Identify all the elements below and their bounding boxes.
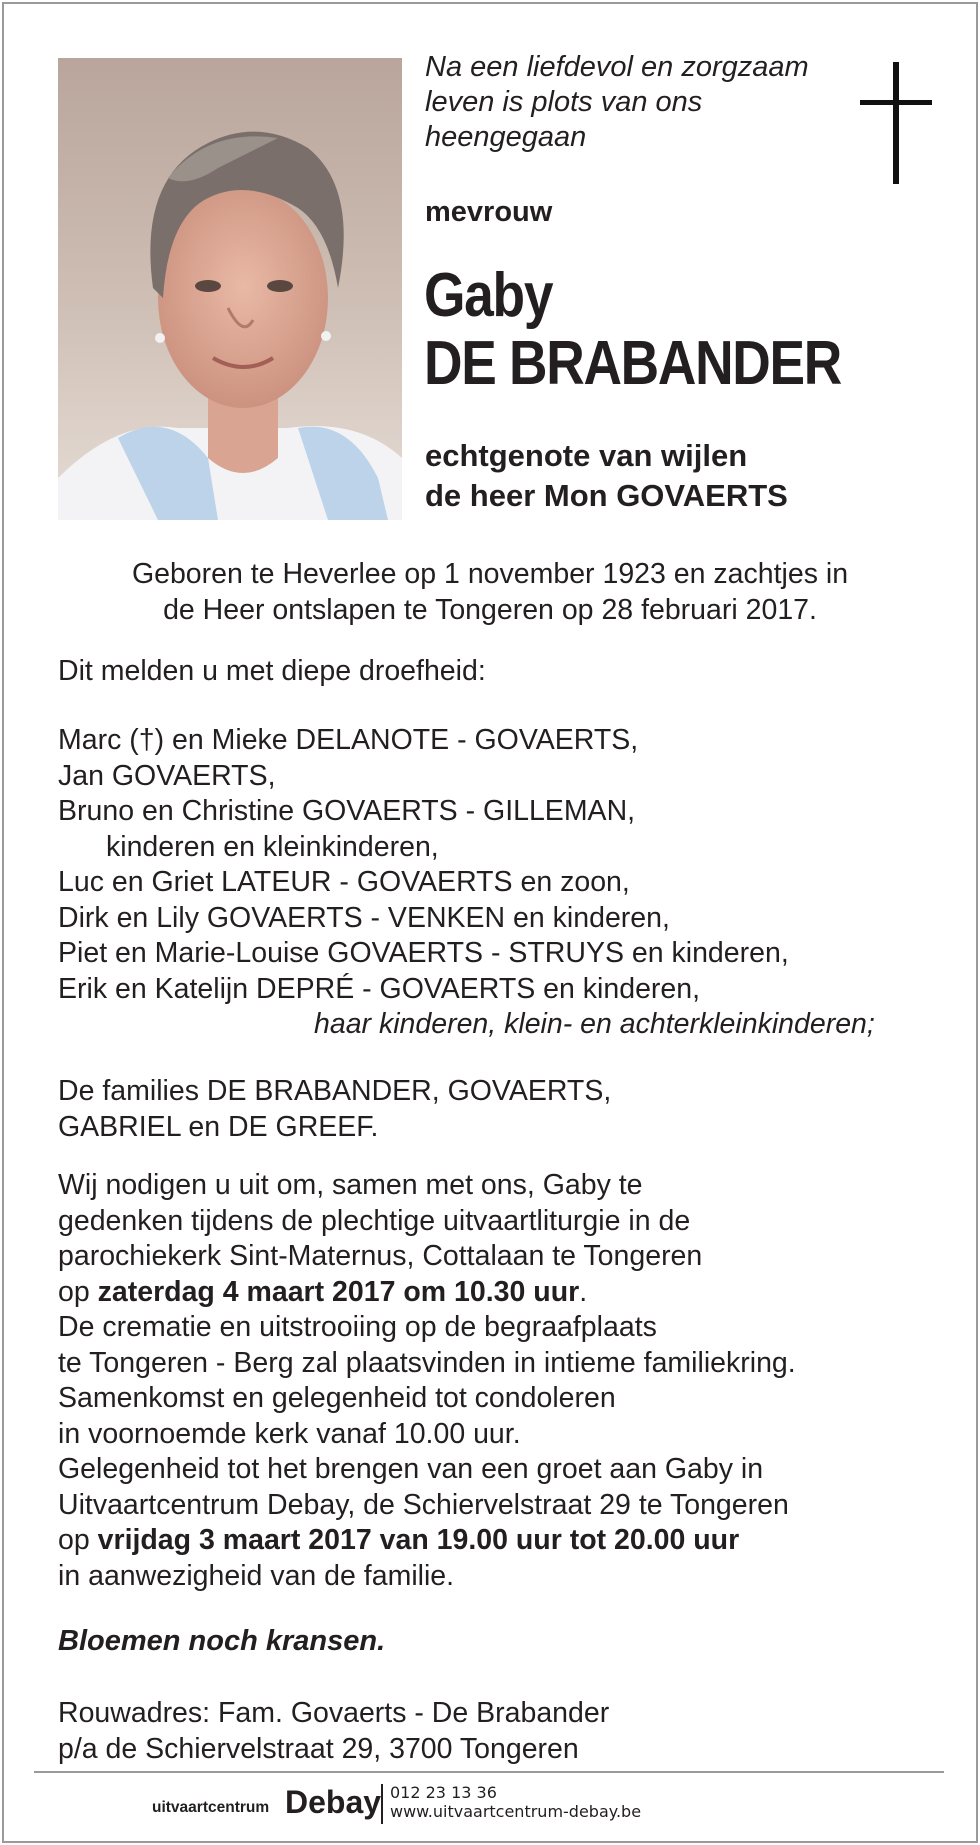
brand-label: uitvaartcentrum: [152, 1799, 270, 1816]
invite-line: Wij nodigen u uit om, samen met ons, Gaby te: [58, 1169, 643, 1201]
intro-line: heengegaan: [425, 121, 587, 153]
family-member: Dirk en Lily GOVAERTS - VENKEN en kinderen,: [58, 901, 670, 934]
birth-death-info: [30, 556, 950, 628]
last-name: DE BRABANDER: [424, 329, 842, 398]
family-member: Bruno en Christine GOVAERTS - GILLEMAN,: [58, 795, 636, 827]
family-closing: haar kinderen, klein- en achterkleinkinderen;: [314, 1008, 875, 1040]
website-link[interactable]: www.uitvaartcentrum-debay.be: [390, 1802, 642, 1821]
family-member: Piet en Marie-Louise GOVAERTS - STRUYS en kinderen,: [58, 937, 789, 969]
families-line: De families DE BRABANDER, GOVAERTS,: [58, 1075, 612, 1107]
visitation-date: vrijdag 3 maart 2017 van 19.00 uur tot 20.00 uur: [97, 1524, 740, 1556]
phone-number: 012 23 13 36: [390, 1783, 497, 1802]
invite-line: De crematie en uitstrooiing op de begraafplaats: [58, 1311, 657, 1343]
footer-divider: [34, 1771, 944, 1773]
families-list: [58, 1074, 611, 1145]
mourning-address: [58, 1696, 609, 1767]
invite-line: Uitvaartcentrum Debay, de Schiervelstraat 29 te Tongeren: [58, 1488, 789, 1521]
brand-separator: [381, 1784, 383, 1824]
invite-line: gedenken tijdens de plechtige uitvaartliturgie in de: [58, 1204, 691, 1237]
deceased-name: [424, 262, 841, 398]
invite-prefix: op: [58, 1275, 98, 1308]
intro-line: leven is plots van ons: [425, 86, 703, 118]
invite-line: in aanwezigheid van de familie.: [58, 1559, 455, 1592]
spouse-line: de heer Mon GOVAERTS: [425, 478, 788, 513]
announcement-line: Dit melden u met diepe droefheid:: [58, 655, 486, 687]
brand-logo: Debay: [285, 1784, 382, 1820]
invite-line: in voornoemde kerk vanaf 10.00 uur.: [58, 1417, 521, 1450]
invite-line: Gelegenheid tot het brengen van een groet aan Gaby in: [58, 1453, 764, 1485]
invite-line: [58, 1523, 796, 1559]
family-member: Luc en Griet LATEUR - GOVAERTS en zoon,: [58, 866, 630, 898]
first-name: Gaby: [424, 261, 553, 330]
address-line: Rouwadres: Fam. Govaerts - De Brabander: [58, 1697, 610, 1729]
portrait-photo: [58, 58, 402, 520]
invite-line: te Tongeren - Berg zal plaatsvinden in intieme familiekring.: [58, 1346, 796, 1379]
family-member: kinderen en kleinkinderen,: [106, 830, 439, 863]
family-list: [58, 723, 875, 1043]
invitation-text: [58, 1168, 796, 1594]
funeral-date: zaterdag 4 maart 2017 om 10.30 uur: [97, 1275, 580, 1308]
invite-line: parochiekerk Sint-Maternus, Cottalaan te Tongeren: [58, 1240, 703, 1272]
honorific-title: mevrouw: [425, 196, 553, 228]
invite-prefix: op: [58, 1524, 98, 1556]
birth-line: de Heer ontslapen te Tongeren op 28 februari 2017.: [163, 594, 817, 626]
invite-line: [58, 1275, 796, 1311]
family-member: Erik en Katelijn DEPRÉ - GOVAERTS en kinderen,: [58, 972, 701, 1005]
family-member: Jan GOVAERTS,: [58, 759, 276, 792]
address-line: p/a de Schiervelstraat 29, 3700 Tongeren: [58, 1732, 579, 1765]
invite-suffix: .: [579, 1275, 588, 1308]
birth-line: Geboren te Heverlee op 1 november 1923 en zachtjes in: [131, 558, 849, 590]
family-member: Marc (†) en Mieke DELANOTE - GOVAERTS,: [58, 724, 639, 756]
intro-text: [425, 50, 845, 155]
intro-line: Na een liefdevol en zorgzaam: [425, 51, 809, 83]
families-line: GABRIEL en DE GREEF.: [58, 1110, 379, 1143]
invite-line: Samenkomst en gelegenheid tot condoleren: [58, 1382, 616, 1414]
spouse-line: echtgenote van wijlen: [425, 438, 748, 473]
spouse-info: [425, 436, 788, 516]
cross-icon: [860, 62, 932, 184]
flowers-note: Bloemen noch kransen.: [58, 1625, 386, 1657]
